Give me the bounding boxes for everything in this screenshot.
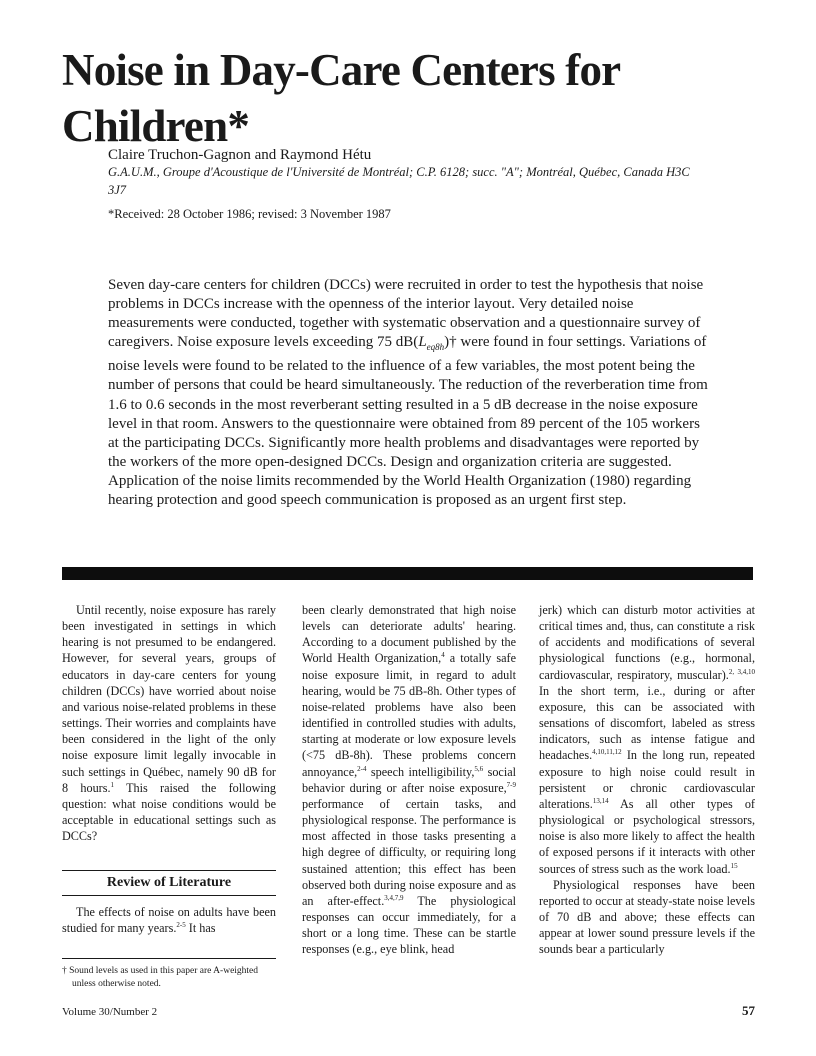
- body-column-1: [62, 602, 276, 936]
- footnote: † Sound levels as used in this paper are A-weighted unless otherwise noted.: [62, 958, 276, 991]
- paragraph-continued-2: jerk) which can disturb motor activities at critical times and, thus, can constitute a risk of accidents and modifications of several physiological functions (e.g., hormonal, cardiovascular, respiratory, muscular).$^{2, 3,4,10}$ In the short term, i.e., during or after exposure, this can be associated with sensations of discomfort, labeled as stress indicators, such as intense fatigue and headaches.$^{4,10,11,12}$ In the long run, repeated exposure to high noise could result in persistent or chronic cardiovascular alterations.$^{13,14}$ As all other types of physiological or psychological stressors, noise is also more likely to affect the health of exposed persons if it interacts with other sources of stress such as the work load.$^{15}$: [539, 603, 755, 876]
- paper-title: Noise in Day-Care Centers for Children*: [62, 45, 620, 151]
- paragraph-physiological: Physiological responses have been reported to occur at steady-state noise levels of 70 dB and above; these effects can appear at lower sound pressure levels if the sounds bear a particularly: [539, 877, 755, 957]
- received-note: *Received: 28 October 1986; revised: 3 November 1987: [108, 207, 391, 221]
- section-heading-review: Review of Literature: [62, 870, 276, 895]
- section-divider-bar: [62, 567, 753, 580]
- journal-volume: Volume 30/Number 2: [62, 1006, 158, 1018]
- page-number: 57: [742, 1003, 755, 1018]
- paragraph-continued: been clearly demonstrated that high noise levels can deteriorate adults' hearing. According to a document published by the World Health Organization,$^4$ a totally safe noise exposure limit, in regard to adult hearing, would be 75 dB-8h. Other types of noise-related problems have also been identified in controlled studies with adults, starting at moderate or low exposure levels (<75 dB-8h). These problems concern annoyance,$^{2-4}$ speech intelligibility,$^{5,6}$ social behavior during or after noise exposure,$^{7-9}$ performance of certain tasks, and physiological response. The performance is most affected in those tasks presenting a high degree of difficulty, or requiring long sustained attention; this effect has been observed both during noise exposure and as an after-effect.$^{3,4,7,9}$ The physiological responses can occur immediately, for a short or a long time. These can be startle responses (e.g., eye blink, head: [302, 603, 517, 957]
- paragraph-intro: Until recently, noise exposure has rarely been investigated in settings in which hearing is not presumed to be endangered. However, for several years, groups of educators in day-care centers for young children (DCCs) have worried about noise and various noise-related problems in these settings. Their worries and complaints have been considered in the light of the only noise exposure limit legally invocable in such settings in Québec, namely 90 dB for 8 hours.$^1$ This raised the following question: what noise conditions would be acceptable in educational settings such as DCCs?: [62, 603, 276, 844]
- body-column-2: [302, 602, 516, 957]
- paragraph-review: The effects of noise on adults have been studied for many years.$^{2-5}$ It has: [62, 904, 276, 935]
- affiliation: G.A.U.M., Groupe d'Acoustique de l'Université de Montréal; C.P. 6128; succ. "A"; Montréal, Québec, Canada H3C 3J7: [108, 165, 690, 197]
- body-column-3: [539, 602, 755, 957]
- authors: Claire Truchon-Gagnon and Raymond Hétu: [108, 147, 372, 163]
- abstract: Seven day-care centers for children (DCCs) were recruited in order to test the hypothesis that noise problems in DCCs increase with the openness of the interior layout. Very detailed noise measurements were conducted, together with systematic observation and a questionnaire survey of caregivers. Noise exposure levels exceeding 75 $dB(L_{eq8h})\dagger$ were found in four settings. Variations of noise levels were found to be related to the influence of a few variables, the most potent being the number of persons that could be heard simultaneously. The reduction of the reverberation time from 1.6 to 0.6 seconds in the most reverberant setting resulted in a 5 dB decrease in the noise exposure level in that room. Answers to the questionnaire were obtained from 89 percent of the 105 workers at the participating DCCs. Significantly more health problems and disadvantages were reported by the workers of the more open-designed DCCs. Design and organization criteria are suggested. Application of the noise limits recommended by the World Health Organization (1980) regarding hearing protection and good speech communication is proposed as an urgent first step.: [108, 277, 708, 509]
